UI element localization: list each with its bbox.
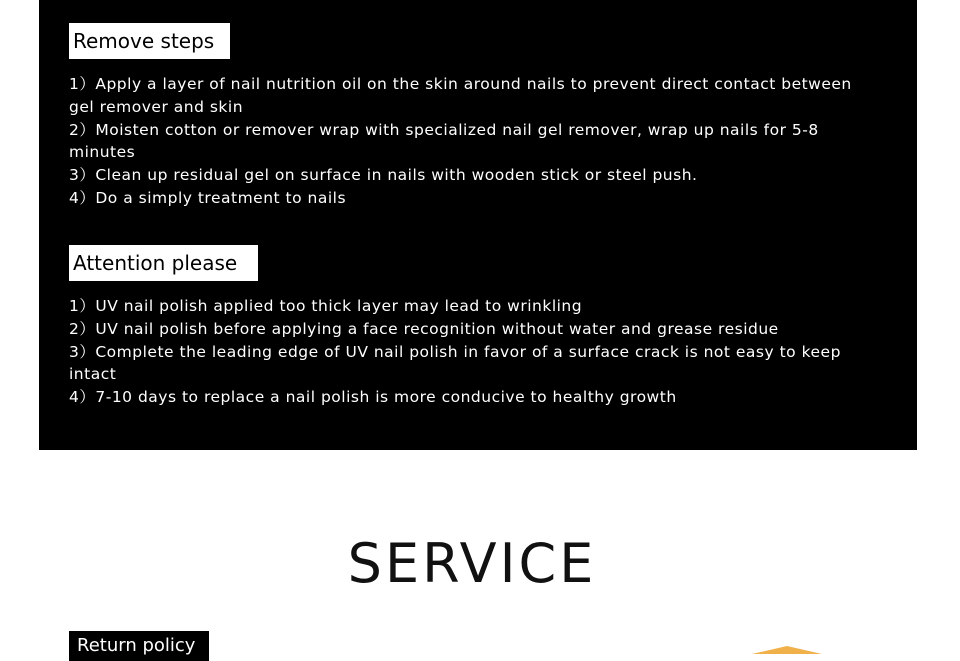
gold-decoration-icon: [752, 644, 822, 654]
remove-step-1: 1）Apply a layer of nail nutrition oil on the skin around nails to prevent direct contact between gel remover and skin: [69, 75, 852, 116]
remove-steps-heading: Remove steps: [69, 23, 230, 59]
attention-list: [69, 295, 879, 409]
attention-item-3: 3）Complete the leading edge of UV nail polish in favor of a surface crack is not easy to keep intact: [69, 342, 841, 384]
attention-item-1: 1）UV nail polish applied too thick layer may lead to wrinkling: [69, 297, 583, 315]
remove-step-4: 4）Do a simply treatment to nails: [69, 188, 347, 207]
remove-step-2: 2）Moisten cotton or remover wrap with specialized nail gel remover, wrap up nails for 5-8 minutes: [69, 120, 819, 162]
service-title: SERVICE: [347, 532, 597, 596]
attention-heading: Attention please: [69, 245, 258, 281]
remove-steps-list: [69, 73, 879, 210]
return-policy-heading: Return policy: [69, 631, 209, 661]
remove-step-3: 3）Clean up residual gel on surface in nails with wooden stick or steel push.: [69, 166, 698, 185]
attention-item-2: 2）UV nail polish before applying a face recognition without water and grease residue: [69, 319, 779, 338]
attention-item-4: 4）7-10 days to replace a nail polish is more conducive to healthy growth: [69, 388, 677, 407]
